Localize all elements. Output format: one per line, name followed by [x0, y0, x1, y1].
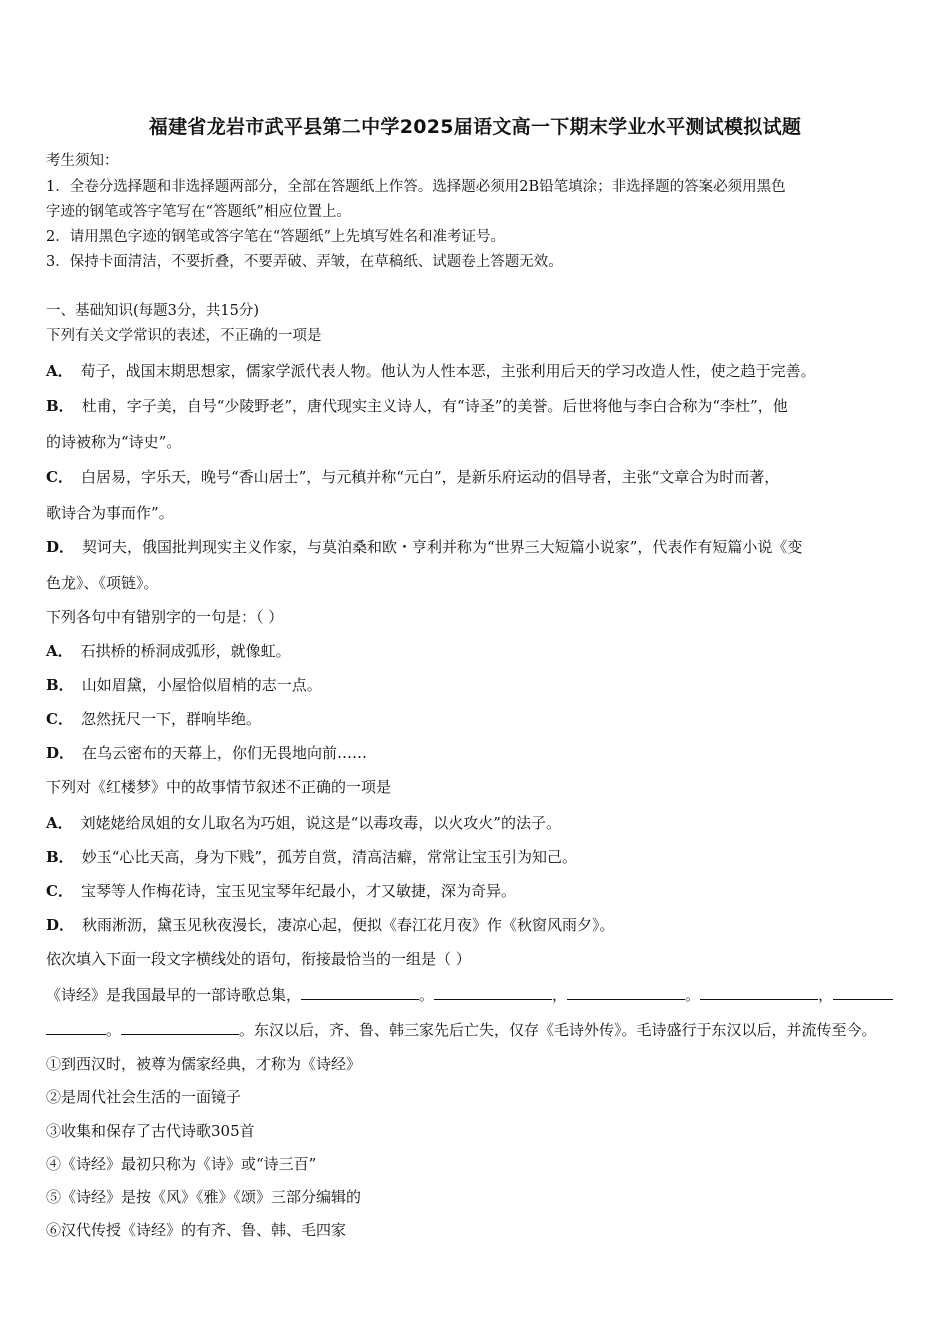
q1-option-b-cont: 的诗被称为“诗史”。 [46, 433, 182, 451]
option-label: D． [46, 916, 75, 934]
passage-text: 《诗经》是我国最早的一部诗歌总集， [46, 986, 302, 1004]
option-text: 白居易，字乐天，晚号“香山居士”，与元稹并称“元白”，是新乐府运动的倡导者，主张“文章合为时而著， [80, 468, 780, 486]
option-text: 杜甫，字子美，自号“少陵野老”，唐代现实主义诗人，有“诗圣”的美誉。后世将他与李白合称为“李杜”，他 [81, 397, 788, 415]
q1-option-d-cont: 色龙》、《项链》。 [46, 574, 159, 592]
fill-blank [121, 1020, 239, 1035]
section-heading: 一、基础知识(每题3分，共15分) [46, 303, 259, 319]
punct: ， [818, 986, 834, 1004]
q4-item-6: ⑥汉代传授《诗经》的有齐、鲁、韩、毛四家 [46, 1221, 347, 1239]
q1-option-d [46, 537, 802, 557]
q4-item-1: ①到西汉时，被尊为儒家经典，才称为《诗经》 [46, 1055, 362, 1073]
option-text: 石拱桥的桥洞成弧形，就像虹。 [80, 642, 291, 660]
notice-item-3: 3．保持卡面清洁，不要折叠，不要弄破、弄皱，在草稿纸、试题卷上答题无效。 [46, 254, 563, 270]
q3-option-a [46, 813, 561, 833]
q4-passage-line1 [46, 985, 893, 1005]
punct: 。 [106, 1021, 122, 1039]
option-label: B． [46, 397, 74, 415]
option-label: D． [46, 538, 75, 556]
option-text: 山如眉黛，小屋恰似眉梢的志一点。 [81, 676, 322, 694]
q4-stem: 依次填入下面一段文字横线处的语句，衔接最恰当的一组是（ ） [46, 950, 471, 968]
q2-option-c [46, 709, 261, 729]
fill-blank [301, 985, 419, 1000]
fill-blank [700, 985, 818, 1000]
q2-stem: 下列各句中有错别字的一句是：（ ） [46, 608, 284, 626]
option-label: C． [46, 468, 73, 486]
q2-option-b [46, 675, 322, 695]
notice-item-1: 1．全卷分选择题和非选择题两部分，全部在答题纸上作答。选择题必须用2B铅笔填涂；非选择题的答案必须用黑色 [46, 179, 786, 195]
option-text: 秋雨淅沥，黛玉见秋夜漫长，凄凉心起，便拟《春江花月夜》作《秋窗风雨夕》。 [82, 916, 615, 934]
q4-item-4: ④《诗经》最初只称为《诗》或“诗三百” [46, 1155, 317, 1173]
fill-blank [833, 985, 893, 1000]
q3-option-b [46, 847, 577, 867]
notice-item-2: 2．请用黑色字迹的钢笔或答字笔在“答题纸”上先填写姓名和准考证号。 [46, 229, 506, 245]
notice-item-1-cont: 字迹的钢笔或答字笔写在“答题纸”相应位置上。 [46, 204, 351, 220]
fill-blank [46, 1020, 106, 1035]
q4-item-3: ③收集和保存了古代诗歌305首 [46, 1122, 255, 1140]
notice-heading: 考生须知： [46, 153, 119, 169]
option-text: 刘姥姥给凤姐的女儿取名为巧姐，说这是“以毒攻毒，以火攻火”的法子。 [80, 814, 561, 832]
q3-stem: 下列对《红楼梦》中的故事情节叙述不正确的一项是 [46, 778, 392, 796]
option-label: B． [46, 676, 74, 694]
q4-item-2: ②是周代社会生活的一面镜子 [46, 1088, 242, 1106]
q2-option-a [46, 641, 291, 661]
option-text: 契诃夫，俄国批判现实主义作家，与莫泊桑和欧・亨利并称为“世界三大短篇小说家”，代表作有短篇小说《变 [82, 538, 803, 556]
fill-blank [434, 985, 552, 1000]
option-text: 宝琴等人作梅花诗，宝玉见宝琴年纪最小，才又敏捷，深为奇异。 [80, 882, 516, 900]
page-title: 福建省龙岩市武平县第二中学2025届语文高一下期末学业水平测试模拟试题 [148, 116, 802, 138]
fill-blank [567, 985, 685, 1000]
q3-option-d [46, 915, 615, 935]
option-label: A． [46, 642, 73, 660]
q1-option-b [46, 396, 788, 416]
option-label: C． [46, 710, 73, 728]
option-text: 忽然抚尺一下，群响毕绝。 [80, 710, 261, 728]
q4-item-5: ⑤《诗经》是按《风》《雅》《颂》三部分编辑的 [46, 1188, 362, 1206]
q3-option-c [46, 881, 516, 901]
q1-stem: 下列有关文学常识的表述，不正确的一项是 [46, 328, 322, 344]
option-label: D． [46, 744, 75, 762]
option-text: 妙玉“心比天高，身为下贱”，孤芳自赏，清高洁癖，常常让宝玉引为知己。 [81, 848, 578, 866]
q4-passage-line2 [46, 1020, 877, 1040]
option-label: C． [46, 882, 73, 900]
option-label: A． [46, 362, 73, 380]
punct: 。 [419, 986, 435, 1004]
option-label: B． [46, 848, 74, 866]
q1-option-c-cont: 歌诗合为事而作”。 [46, 504, 174, 522]
passage-text: 。东汉以后，齐、鲁、韩三家先后亡失，仅存《毛诗外传》。毛诗盛行于东汉以后，并流传至今。 [239, 1021, 877, 1039]
q1-option-c [46, 467, 779, 487]
punct: ， [552, 986, 568, 1004]
punct: 。 [685, 986, 701, 1004]
q1-option-a [46, 361, 816, 381]
option-label: A． [46, 814, 73, 832]
option-text: 在乌云密布的天幕上，你们无畏地向前…… [82, 744, 368, 762]
option-text: 荀子，战国末期思想家，儒家学派代表人物。他认为人性本恶，主张利用后天的学习改造人性，使之趋于完善。 [80, 362, 816, 380]
q2-option-d [46, 743, 367, 763]
